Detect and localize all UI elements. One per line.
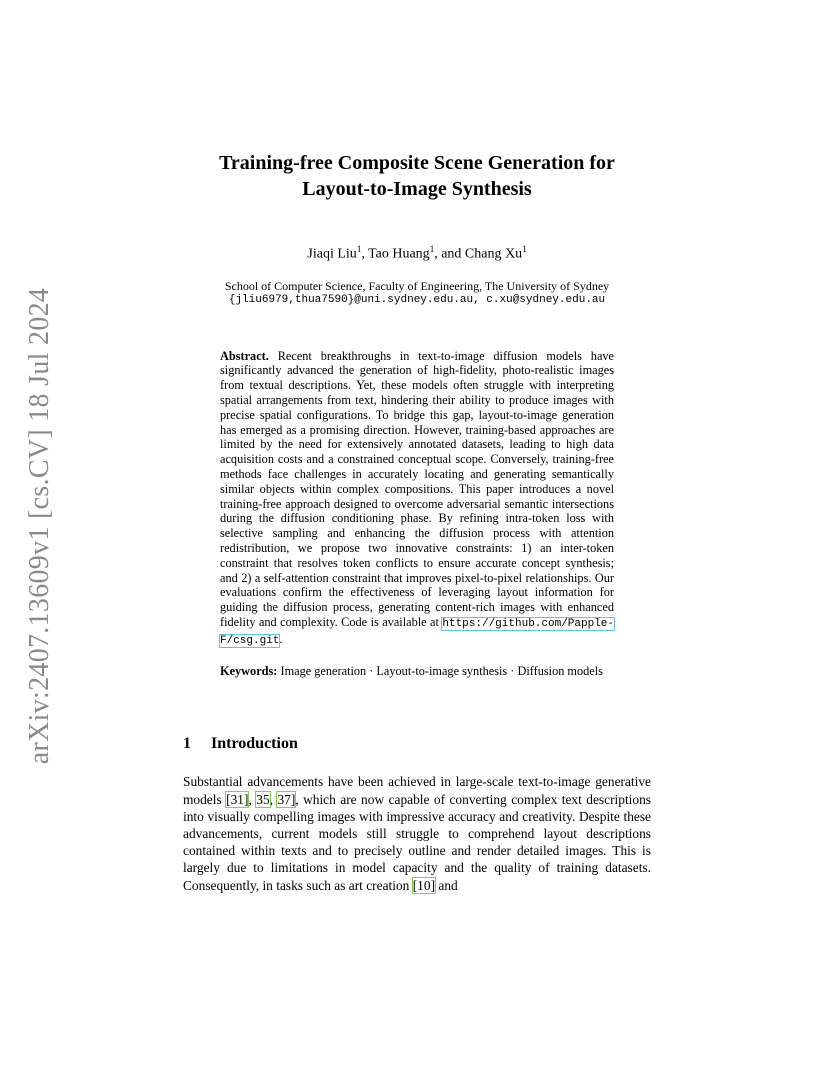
author-separator: , [361, 246, 369, 262]
author-affiliation: School of Computer Science, Faculty of Engineering, The University of Sydney [224, 278, 610, 293]
citation-separator: , [248, 791, 257, 807]
keywords-text: Image generation · Layout-to-image synthesis · Diffusion models [280, 663, 603, 678]
author-emails: {jliu6979,thua7590}@uni.sydney.edu.au, c.xu@sydney.edu.au [228, 293, 606, 306]
author-name: Jiaqi Liu [307, 246, 357, 262]
author-affiliation-mark: 1 [522, 244, 527, 254]
abstract-label: Abstract. [220, 348, 269, 363]
intro-text-part-2: , which are now capable of converting complex text descriptions into visually compelling images with impressive accuracy and creativity. Despite these advancements, current models still struggle to comprehend layout descriptions contained within texts and to precisely outline and render detailed images. This is largely due to limitations in model capacity and the quality of training datasets. Consequently, in tasks such as art creation [183, 791, 651, 893]
keywords-label: Keywords: [220, 663, 278, 678]
citation-link[interactable]: 35 [256, 791, 270, 807]
abstract-end-period: . [279, 631, 283, 646]
author-separator: , and [434, 246, 465, 262]
title-line-1: Training-free Composite Scene Generation for [219, 152, 615, 174]
intro-text-part-1: Substantial advancements have been achieved in large-scale text-to-image generative models [183, 774, 651, 807]
author-name: Tao Huang [368, 246, 430, 262]
author-name: Chang Xu [464, 246, 523, 262]
abstract-text: Recent breakthroughs in text-to-image diffusion models have significantly advanced the generation of high-fidelity, photo-realistic images from textual descriptions. Yet, these models often struggle with interpreting spatial arrangements from text, hindering their ability to produce images with precise spatial configurations. To bridge this gap, layout-to-image generation has emerged as a promising direction. However, training-based approaches are limited by the need for extensively annotated datasets, leading to high data acquisition costs and a constrained conceptual scope. Conversely, training-free methods face challenges in accurately locating and generating semantically similar objects within complex compositions. This paper introduces a novel training-free approach designed to overcome adversarial semantic intersections during the diffusion conditioning phase. By refining intra-token loss with selective sampling and enhancing the diffusion process with attention redistribution, we propose two innovative constraints: 1) an inter-token constraint that resolves token conflicts to ensure accurate concept synthesis; and 2) a self-attention constraint that improves pixel-to-pixel relationships. Our evaluations confirm the effectiveness of leveraging layout information for guiding the diffusion process, generating content-rich images with enhanced fidelity and complexity. Code is available at [220, 348, 615, 629]
citation-link[interactable]: [31] [226, 791, 249, 807]
section-heading-introduction [183, 735, 651, 753]
paper-first-page [183, 150, 651, 894]
arxiv-identifier-stamp [14, 287, 66, 765]
code-repository-link[interactable]: https://github.com/Papple-F/csg.git [220, 618, 615, 647]
author-list [183, 244, 651, 263]
author-affiliation-mark: 1 [356, 244, 362, 254]
section-title: Introduction [211, 735, 298, 753]
citation-link[interactable]: 37] [277, 791, 296, 807]
keywords-block [220, 664, 614, 679]
arxiv-identifier-text: arXiv:2407.13609v1 [cs.CV] 18 Jul 2024 [24, 287, 56, 765]
title-line-2: Layout-to-Image Synthesis [302, 178, 532, 200]
intro-text-part-3: and [438, 877, 458, 893]
section-number: 1 [183, 735, 191, 753]
author-affiliation-mark: 1 [429, 244, 435, 254]
paper-title [183, 150, 651, 202]
abstract-block [220, 349, 614, 649]
citation-link[interactable]: [10] [412, 877, 436, 893]
citation-separator: , [269, 791, 278, 807]
introduction-paragraph [183, 773, 651, 893]
